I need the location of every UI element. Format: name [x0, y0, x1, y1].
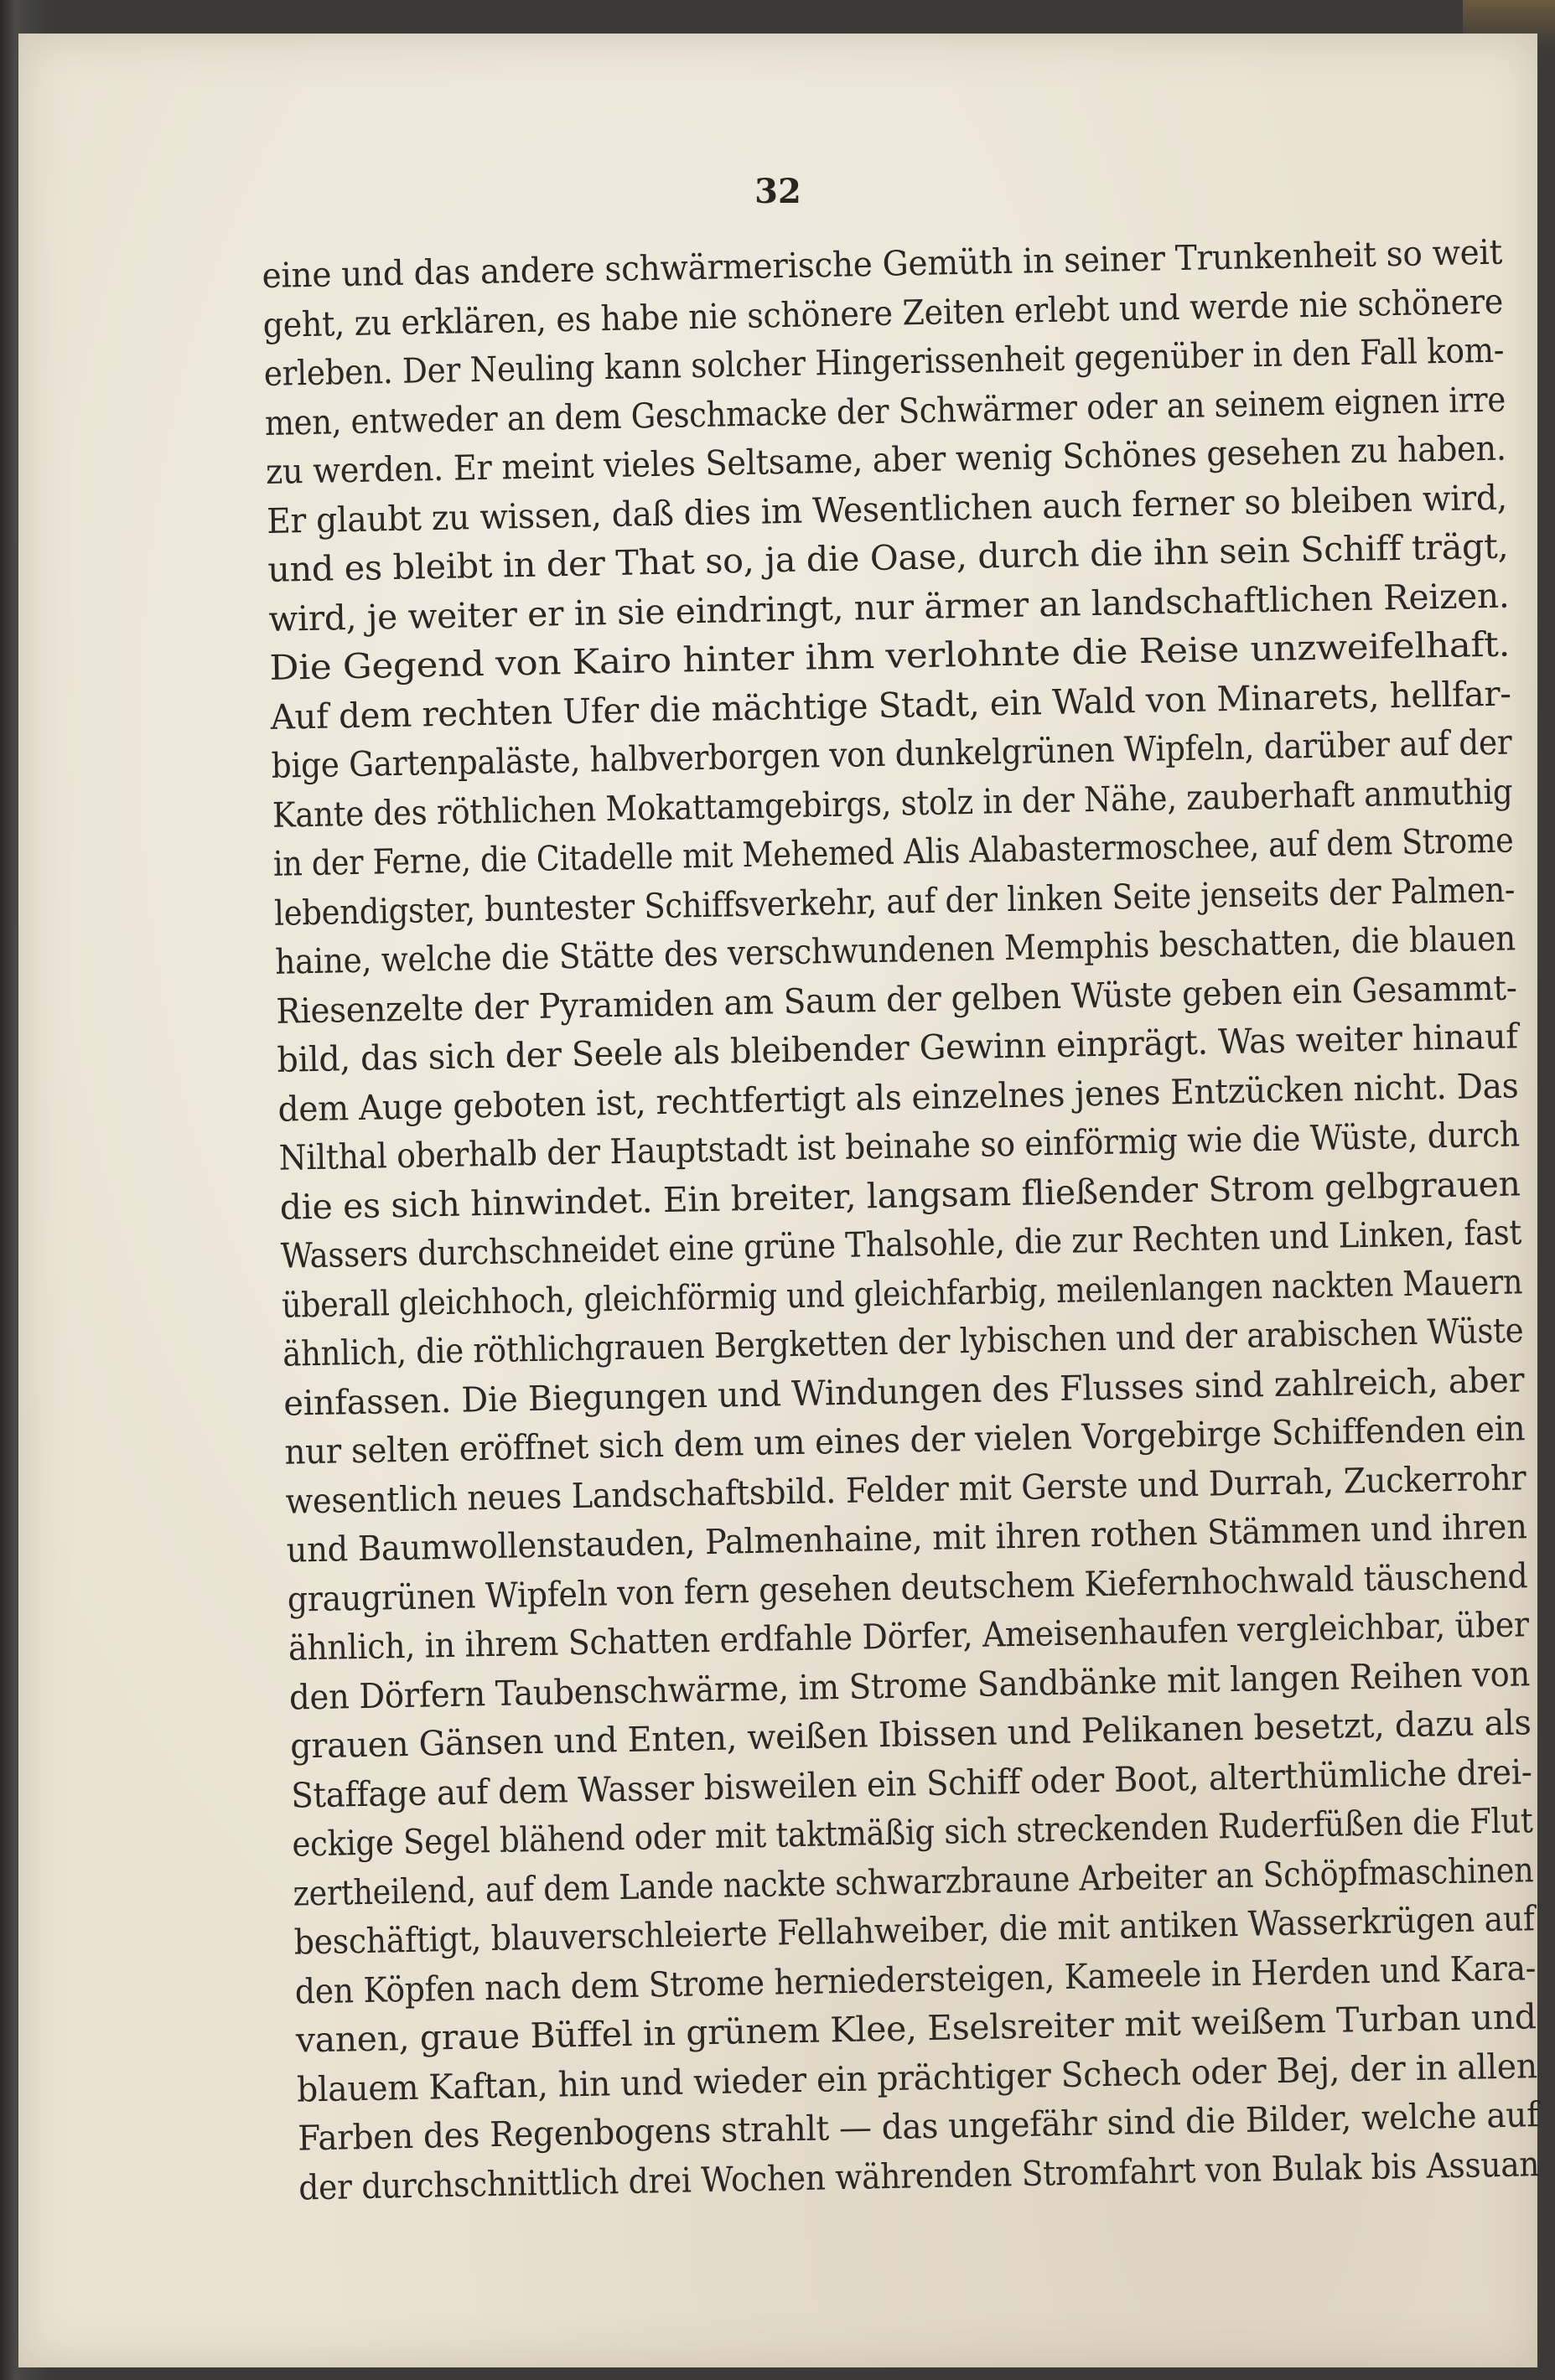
text-line: blauem Kaftan, hin und wieder ein prächtiger Schech oder Bej, der in allen [296, 2045, 1538, 2110]
text-line: vanen, graue Büffel in grünem Klee, Eselsreiter mit weißem Turban und [295, 1996, 1537, 2061]
text-line: nur selten eröffnet sich dem um eines der vielen Vorgebirge Schiffenden ein [284, 1408, 1526, 1472]
text-line: Staffage auf dem Wasser bisweilen ein Schiff oder Boot, alterthümliche drei- [290, 1751, 1532, 1816]
text-line: eine und das andere schwärmerische Gemüth in seiner Trunkenheit so weit [262, 231, 1503, 296]
text-line: Die Gegend von Kairo hinter ihm verlohnte die Reise unzweifelhaft. [269, 623, 1511, 688]
text-line: Auf dem rechten Ufer die mächtige Stadt, ein Wald von Minarets, hellfar- [270, 672, 1512, 737]
text-line: grauen Gänsen und Enten, weißen Ibissen und Pelikanen besetzt, dazu als [289, 1702, 1532, 1767]
text-line: geht, zu erklären, es habe nie schönere Zeiten erlebt und werde nie schönere [262, 281, 1504, 345]
page-number: 32 [754, 172, 801, 211]
text-line: graugrünen Wipfeln von fern gesehen deutschem Kiefernhochwald täuschend [287, 1555, 1528, 1620]
text-line: Nilthal oberhalb der Hauptstadt ist beinahe so einförmig wie die Wüste, durch [278, 1114, 1521, 1178]
text-line: beschäftigt, blauverschleierte Fellahweiber, die mit antiken Wasserkrügen auf [293, 1898, 1536, 1963]
text-line: und es bleibt in der That so, ja die Oase, durch die ihn sein Schiff trägt, [267, 525, 1509, 590]
text-line: der durchschnittlich drei Wochen währenden Stromfahrt von Bulak bis Assuan [298, 2143, 1540, 2208]
text-line: ähnlich, in ihrem Schatten erdfahle Dörfer, Ameisenhaufen vergleichbar, über [288, 1604, 1530, 1669]
text-line: Er glaubt zu wissen, daß dies im Wesentlichen auch ferner so bleiben wird, [266, 477, 1508, 541]
text-line: wesentlich neues Landschaftsbild. Felder mit Gerste und Durrah, Zuckerrohr [285, 1456, 1526, 1522]
text-line: in der Ferne, die Citadelle mit Mehemed Alis Alabastermoschee, auf dem Strome [272, 820, 1514, 884]
text-line: bige Gartenpaläste, halbverborgen von dunkelgrünen Wipfeln, darüber auf der [271, 722, 1512, 786]
text-line: bild, das sich der Seele als bleibender Gewinn einprägt. Was weiter hinauf [277, 1016, 1519, 1080]
body-text [262, 227, 1555, 2212]
text-line: den Dörfern Taubenschwärme, im Strome Sandbänke mit langen Reihen von [288, 1653, 1531, 1718]
text-line: die es sich hinwindet. Ein breiter, langsam fließender Strom gelbgrauen [279, 1162, 1521, 1228]
text-line: und Baumwollenstauden, Palmenhaine, mit ihren rothen Stämmen und ihren [286, 1506, 1527, 1570]
text-line: überall gleichhoch, gleichförmig und gleichfarbig, meilenlangen nackten Mauern [281, 1260, 1523, 1326]
book-page [18, 34, 1540, 2367]
text-line: einfassen. Die Biegungen und Windungen des Flusses sind zahlreich, aber [282, 1358, 1525, 1424]
text-line: lebendigster, buntester Schiffsverkehr, auf der linken Seite jenseits der Palmen- [273, 868, 1516, 934]
text-line: Riesenzelte der Pyramiden am Saum der gelben Wüste geben ein Gesammt- [275, 966, 1517, 1032]
text-line: haine, welche die Stätte des verschwundenen Memphis beschatten, die blauen [274, 918, 1516, 982]
text-line: dem Auge geboten ist, rechtfertigt als einzelnes jenes Entzücken nicht. Das [277, 1064, 1519, 1130]
text-line: Farben des Regenbogens strahlt — das ungefähr sind die Bilder, welche auf [297, 2094, 1539, 2159]
text-line: Kante des röthlichen Mokattamgebirgs, stolz in der Nähe, zauberhaft anmuthig [272, 770, 1513, 836]
text-line: zertheilend, auf dem Lande nackte schwarzbraune Arbeiter an Schöpfmaschinen [293, 1849, 1534, 1914]
text-line: Wassers durchschneidet eine grüne Thalsohle, die zur Rechten und Linken, fast [280, 1212, 1522, 1276]
text-line: erleben. Der Neuling kann solcher Hingerissenheit gegenüber in den Fall kom- [263, 329, 1505, 394]
text-line: ähnlich, die röthlichgrauen Bergketten der lybischen und der arabischen Wüste [282, 1310, 1524, 1374]
text-line: den Köpfen nach dem Strome herniedersteigen, Kameele in Herden und Kara- [294, 1947, 1537, 2012]
text-line: men, entweder an dem Geschmacke der Schwärmer oder an seinem eignen irre [264, 379, 1506, 443]
text-line: wird, je weiter er in sie eindringt, nur ärmer an landschaftlichen Reizen. [267, 575, 1510, 639]
text-line: eckige Segel blähend oder mit taktmäßig sich streckenden Ruderfüßen die Flut [292, 1800, 1533, 1865]
text-line: zu werden. Er meint vieles Seltsame, aber wenig Schönes gesehen zu haben. [265, 427, 1507, 492]
